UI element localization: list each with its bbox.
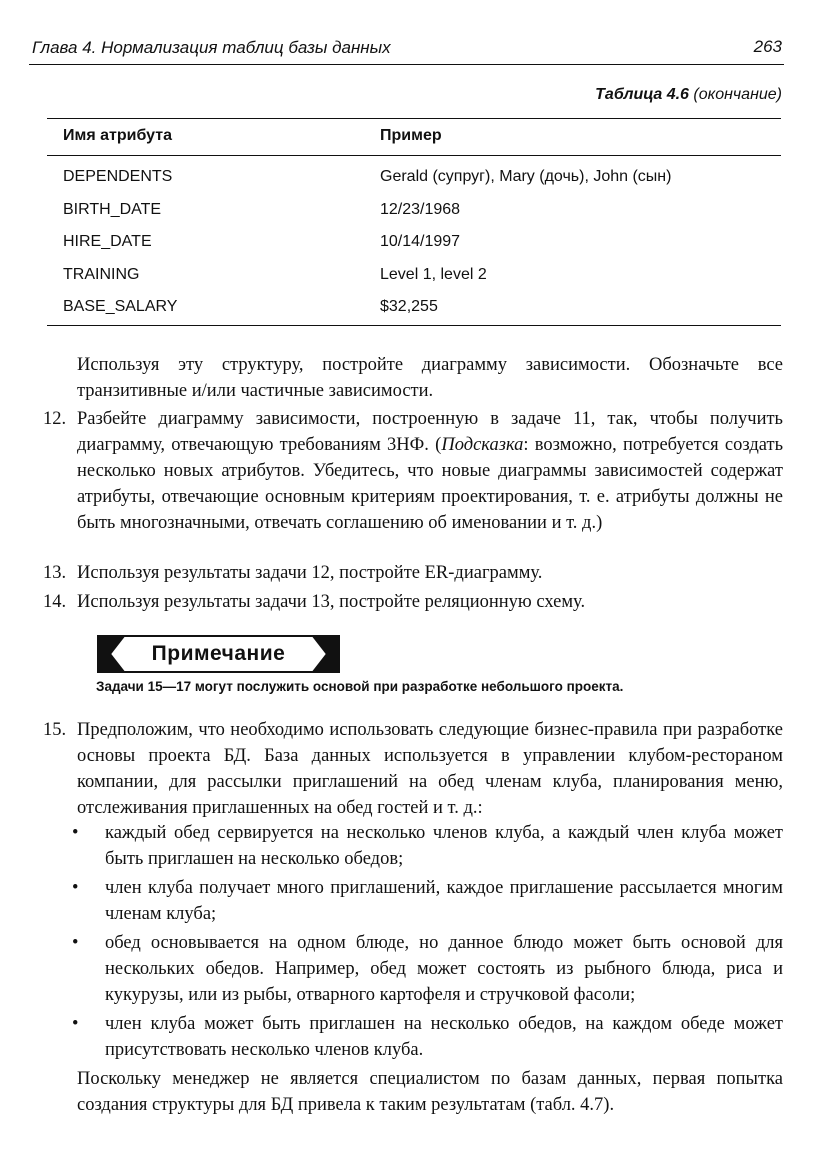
table-row	[47, 290, 781, 323]
table-cell: $32,255	[380, 298, 438, 315]
task-item-15	[43, 717, 783, 821]
task-item-12	[43, 406, 783, 562]
attribute-table	[47, 118, 781, 326]
table-cell: BASE_SALARY	[63, 298, 178, 315]
task-number: 13.	[43, 563, 67, 583]
table-row	[47, 160, 781, 193]
table-row	[47, 225, 781, 258]
task-text: Предположим, что необходимо использовать следующие бизнес-правила при разработке основы проекта БД. База данных используется в управлении клубом-рестораном компании, для рассылки приглашений на обед членам клуба, планирования меню, отслеживания приглашенных на обед гостей и т. д.:	[77, 720, 783, 818]
note-label: Примечание	[151, 642, 286, 665]
task-item-13	[43, 560, 783, 586]
bullet-icon: •	[72, 878, 79, 898]
table-row	[47, 193, 781, 226]
table-cell: HIRE_DATE	[63, 233, 152, 250]
task-text-part: : возможно, потребуется создать несколько новых атрибутов. Убедитесь, что новые диаграммы зависимостей содержат атрибуты, отвечающие основным критериям проектирования, т. е. атрибуты должны не быть многозначными, отвечать соглашению об именовании и т. д.)	[77, 435, 784, 533]
closing-paragraph: Поскольку менеджер не является специалистом по базам данных, первая попытка создания структуры для БД привела к таким результатам (табл. 4.7).	[77, 1069, 783, 1115]
task-item-14	[43, 589, 783, 615]
table-cell: BIRTH_DATE	[63, 200, 162, 218]
task-text-part: Разбейте диаграмму зависимости, построенную в задаче 11, так, чтобы получить диаграмму, отвечающую требованиям 3НФ. (	[77, 409, 783, 455]
table-body	[47, 156, 781, 325]
bullet-icon: •	[72, 933, 79, 953]
task-number: 14.	[43, 592, 67, 612]
page-number: 263	[753, 37, 782, 56]
table-cell: TRAINING	[63, 265, 140, 283]
table-cell: DEPENDENTS	[63, 168, 173, 185]
table-caption-number: Таблица 4.6	[595, 86, 689, 103]
bullet-text: обед основывается на одном блюде, но данное блюдо может быть основой для нескольких обедов. Например, обед может состоять из рыбного блюда, риса и кукурузы, или из рыбы, отварного картофеля и стручковой фасоли;	[105, 933, 783, 1005]
bullet-text: каждый обед сервируется на несколько членов клуба, а каждый член клуба может быть приглашен на несколько обедов;	[105, 823, 783, 869]
task-number: 12.	[43, 409, 67, 429]
hint-label: Подсказка	[441, 435, 524, 455]
bullet-icon: •	[72, 823, 79, 843]
task-text: Используя результаты задачи 13, постройте реляционную схему.	[77, 592, 586, 612]
running-header	[29, 36, 784, 65]
note-text: Задачи 15—17 могут послужить основой при разработке небольшого проекта.	[96, 679, 624, 694]
table-row	[47, 258, 781, 291]
task-number: 15.	[43, 720, 67, 740]
table-cell: Gerald (супруг), Mary (дочь), John (сын)	[380, 168, 672, 185]
note-banner	[96, 635, 341, 673]
table-cell: 12/23/1968	[380, 200, 461, 218]
chapter-title: Глава 4. Нормализация таблиц базы данных	[32, 38, 391, 57]
task-text	[77, 406, 783, 536]
task-text: Используя результаты задачи 12, постройте ER-диаграмму.	[77, 563, 543, 583]
table-bottom-rule	[47, 325, 781, 326]
bullet-text: член клуба получает много приглашений, каждое приглашение рассылается многим членам клуба;	[105, 878, 783, 924]
table-cell: 10/14/1997	[380, 233, 461, 250]
table-cell: Level 1, level 2	[380, 265, 487, 283]
bullet-text: член клуба может быть приглашен на несколько обедов, на каждом обеде может присутствовать несколько членов клуба.	[105, 1014, 783, 1060]
column-header-example: Пример	[380, 127, 442, 144]
intro-paragraph: Используя эту структуру, постройте диаграмму зависимости. Обозначьте все транзитивные и/или частичные зависимости.	[77, 355, 783, 401]
table-caption-suffix: (окончание)	[693, 86, 782, 103]
table-header-row	[47, 119, 781, 155]
bullet-icon: •	[72, 1014, 79, 1034]
table-caption	[595, 86, 782, 104]
column-header-attribute: Имя атрибута	[63, 127, 172, 144]
